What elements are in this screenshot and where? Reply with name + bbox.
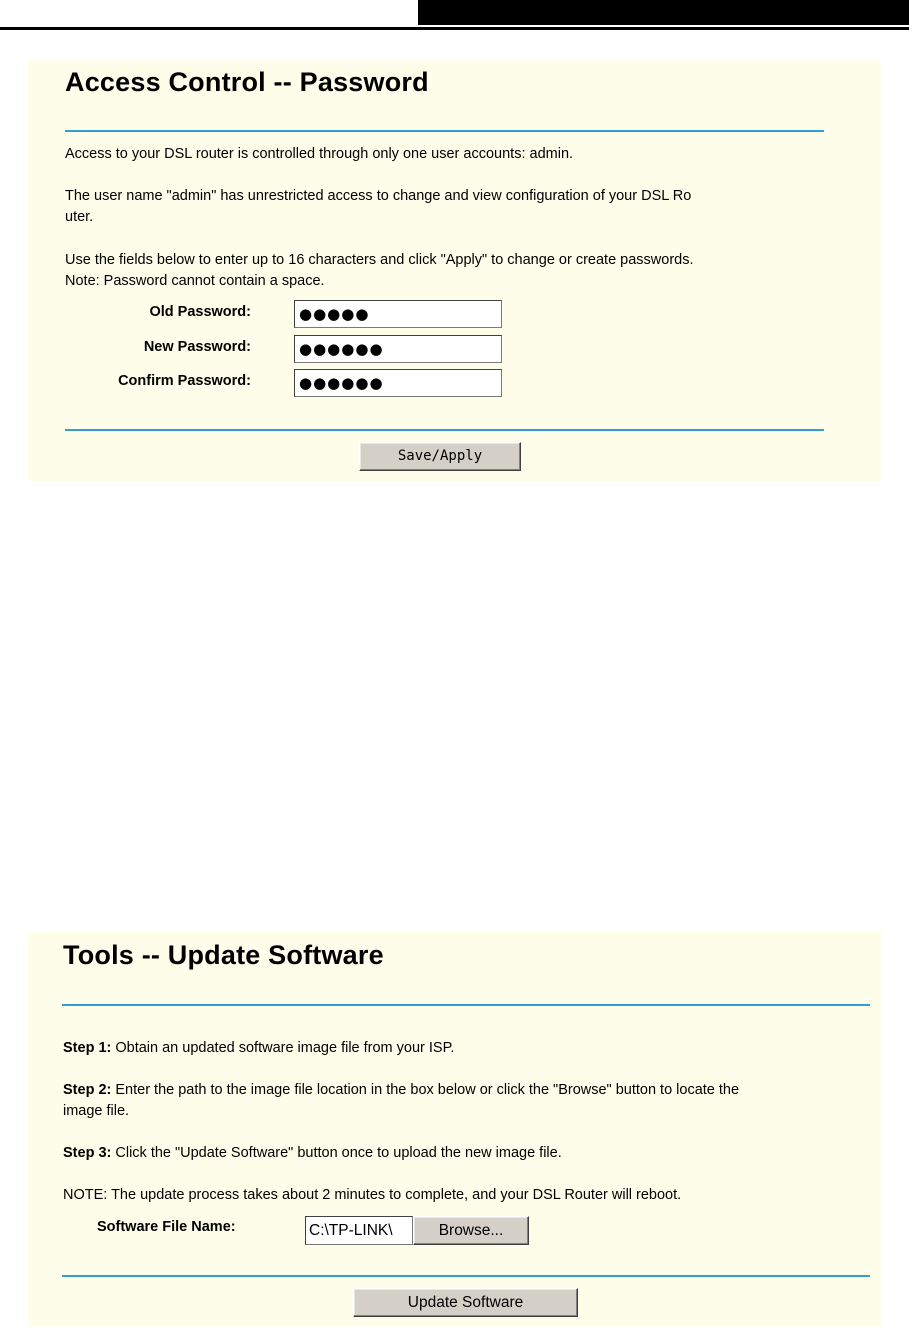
step2-text (63, 1080, 739, 1101)
new-password-field[interactable]: ●●●●●● (294, 335, 502, 363)
step2-body: Enter the path to the image file location in the box below or click the "Browse" button to locate the (111, 1082, 740, 1098)
step3-text (63, 1143, 562, 1164)
title-divider (65, 130, 824, 132)
update-software-panel (28, 932, 881, 1327)
intro-text: Access to your DSL router is controlled through only one user accounts: admin. (65, 146, 574, 162)
confirm-password-field[interactable]: ●●●●●● (294, 369, 502, 397)
bottom-divider (65, 429, 824, 431)
update-software-title: Tools -- Update Software (63, 940, 384, 970)
title-divider (62, 1004, 870, 1006)
update-software-button[interactable]: Update Software (353, 1288, 578, 1317)
step1-label: Step 1: (63, 1040, 112, 1056)
admin-description-line1: The user name "admin" has unrestricted access to change and view configuration of your DSL Ro (65, 188, 692, 204)
step3-body: Click the "Update Software" button once to upload the new image file. (111, 1145, 562, 1161)
header-bar (418, 0, 909, 25)
software-file-name-label: Software File Name: (97, 1219, 236, 1235)
bottom-divider (62, 1275, 870, 1277)
step2-text-line2: image file. (63, 1103, 130, 1119)
step3-label: Step 3: (63, 1145, 112, 1161)
step1-text (63, 1038, 454, 1059)
old-password-label: Old Password: (149, 304, 251, 320)
old-password-field[interactable]: ●●●●● (294, 300, 502, 328)
software-file-input[interactable]: C:\TP-LINK\ (305, 1216, 413, 1245)
update-note: NOTE: The update process takes about 2 minutes to complete, and your DSL Router will reboot. (63, 1187, 682, 1203)
save-apply-button[interactable]: Save/Apply (359, 442, 521, 471)
header-rule (0, 27, 909, 30)
new-password-label: New Password: (143, 339, 251, 355)
step1-body: Obtain an updated software image file from your ISP. (111, 1040, 455, 1056)
instructions-note: Note: Password cannot contain a space. (65, 273, 325, 289)
admin-description-line2: uter. (65, 209, 94, 225)
browse-button[interactable]: Browse... (413, 1216, 529, 1245)
instructions-line1: Use the fields below to enter up to 16 characters and click "Apply" to change or create passwords. (65, 252, 694, 268)
confirm-password-label: Confirm Password: (118, 373, 251, 389)
access-control-title: Access Control -- Password (65, 67, 429, 97)
step2-label: Step 2: (63, 1082, 112, 1098)
